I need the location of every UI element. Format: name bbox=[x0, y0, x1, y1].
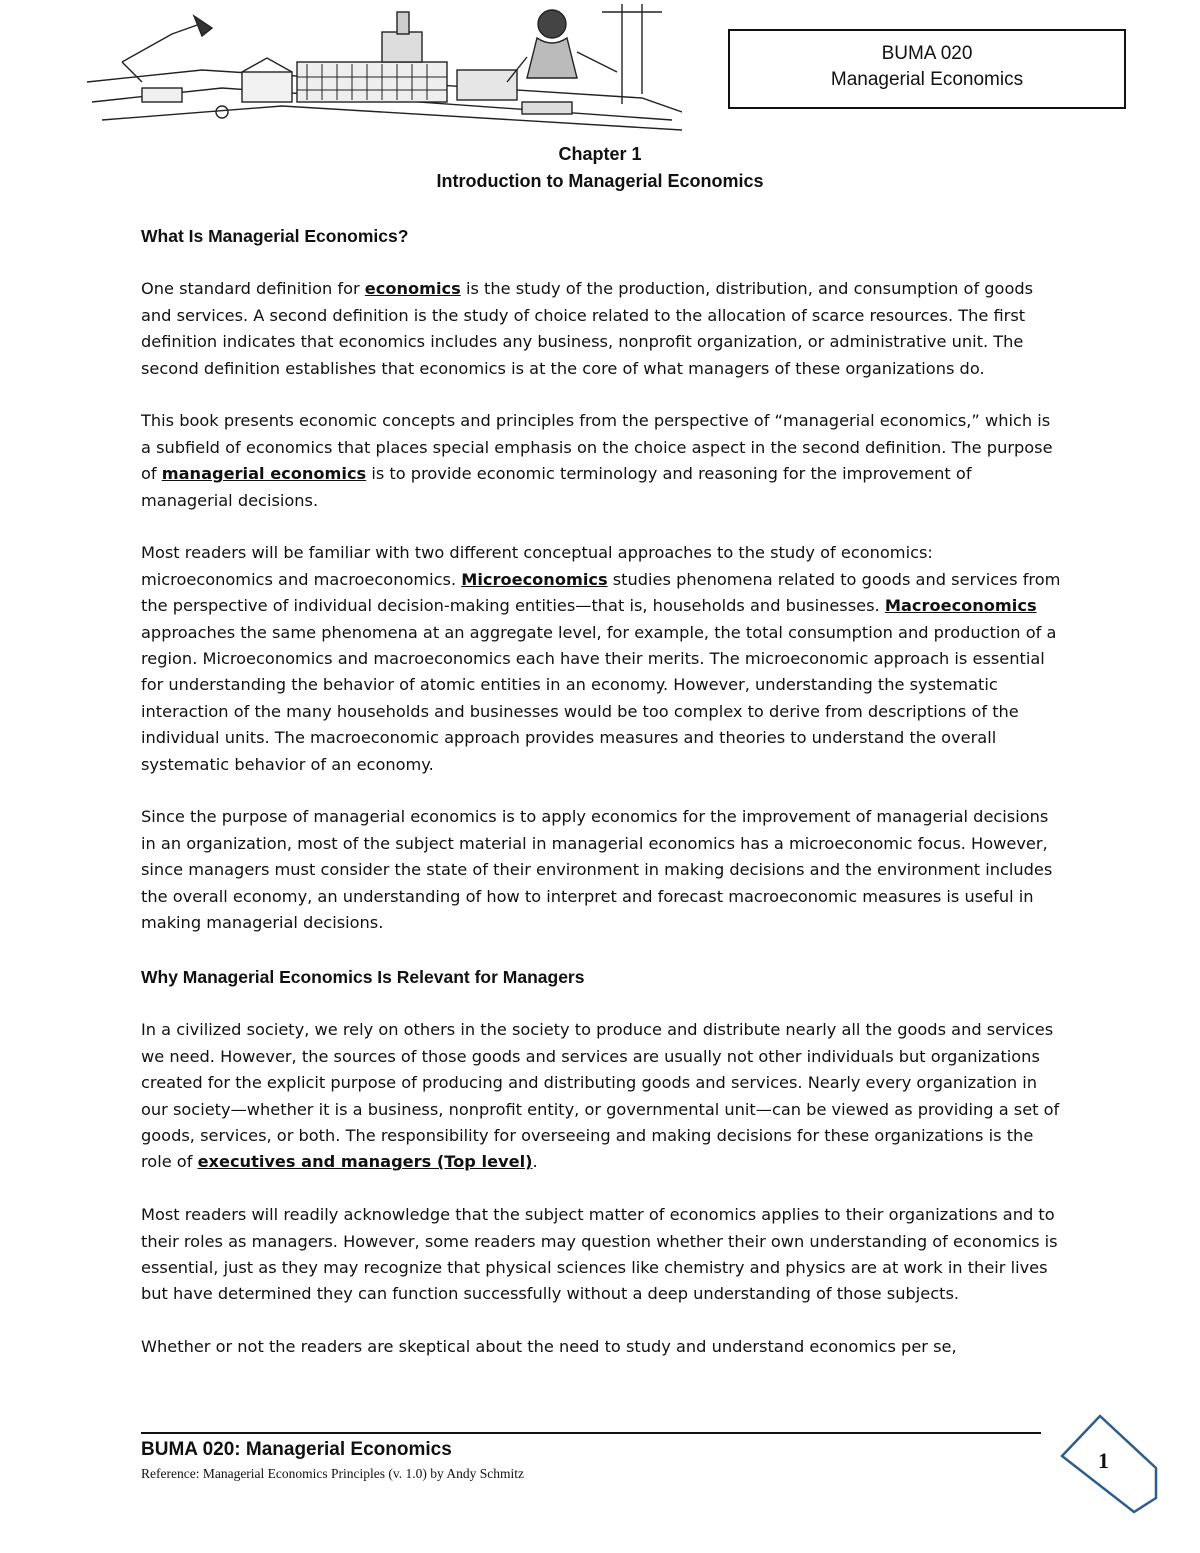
paragraph-text: approaches the same phenomena at an aggregate level, for example, the total consumption and production of a region. Microeconomics and macroeconomics each have their merits. The microeconomic approach is essential for understanding the behavior of atomic entities in an economy. However, understanding the systematic interaction of the many households and businesses would be too complex to derive from descriptions of the individual units. The macroeconomic approach provides measures and theories to understand the overall systematic behavior of an economy. bbox=[141, 622, 1057, 774]
paragraph: Whether or not the readers are skeptical about the need to study and understand economics per se, bbox=[141, 1337, 957, 1357]
paragraph bbox=[141, 540, 1061, 778]
paragraph-text: In a civilized society, we rely on others in the society to produce and distribute nearly all the goods and services we need. However, the sources of those goods and services are usually not other individuals but organizations created for the explicit purpose of producing and distributing goods and services. Nearly every organization in our society—whether it is a business, nonprofit entity, or governmental unit—can be viewed as providing a set of goods, services, or both. The responsibility for overseeing and making decisions for these organizations is the role of bbox=[141, 1020, 1060, 1172]
key-term-managerial-economics: managerial economics bbox=[161, 464, 367, 484]
page-number: 1 bbox=[1098, 1448, 1109, 1473]
course-name: Managerial Economics bbox=[830, 69, 1024, 90]
footer-reference: Reference: Managerial Economics Principles (v. 1.0) by Andy Schmitz bbox=[141, 1466, 525, 1481]
section-heading-why: Why Managerial Economics Is Relevant for Managers bbox=[141, 966, 585, 987]
key-term-macroeconomics: Macroeconomics bbox=[884, 596, 1037, 616]
chapter-title: Introduction to Managerial Economics bbox=[436, 171, 764, 191]
paragraph: Since the purpose of managerial economics is to apply economics for the improvement of managerial decisions in an organization, most of the subject material in managerial economics has a microeconomic focus. However, since managers must consider the state of their environment in making decisions and the environment includes the overall economy, an understanding of how to interpret and forecast macroeconomic measures is useful in making managerial decisions. bbox=[141, 807, 1053, 933]
course-header-box bbox=[728, 29, 1126, 109]
paragraph-text: Most readers will be familiar with two different conceptual approaches to the study of economics: microeconomics and macroeconomics. bbox=[141, 543, 933, 589]
paragraph bbox=[141, 1017, 1061, 1175]
paragraph-text: studies phenomena related to goods and services from the perspective of individual decision-making entities—that is, households and businesses. bbox=[141, 569, 1061, 616]
header-illustration bbox=[82, 2, 682, 134]
paragraph-text: is to provide economic terminology and reasoning for the improvement of managerial decisions. bbox=[141, 464, 972, 510]
paragraph: Most readers will readily acknowledge that the subject matter of economics applies to their organizations and to their roles as managers. However, some readers may question whether their own understanding of economics is essential, just as they may recognize that physical sciences like chemistry and physics are at work in their lives but have determined they can function successfully without a deep understanding of those subjects. bbox=[141, 1205, 1058, 1304]
paragraph-text: . bbox=[532, 1152, 538, 1172]
paragraph bbox=[141, 408, 1061, 514]
section-heading-what: What Is Managerial Economics? bbox=[141, 226, 409, 246]
key-term-economics: economics bbox=[364, 279, 461, 299]
paragraph bbox=[141, 276, 1061, 382]
course-code: BUMA 020 bbox=[881, 43, 973, 64]
footer-title: BUMA 020: Managerial Economics bbox=[141, 1439, 452, 1460]
paragraph-text: One standard definition for bbox=[141, 279, 365, 299]
paragraph-text: is the study of the production, distribution, and consumption of goods and services. A second definition is the study of choice related to the allocation of scarce resources. The first definition indicates that economics includes any business, nonprofit organization, or administrative unit. The second definition establishes that economics is at the core of what managers of these organizations do. bbox=[141, 279, 1034, 378]
chapter-number: Chapter 1 bbox=[558, 144, 642, 164]
key-term-executives-managers: executives and managers (Top level) bbox=[197, 1152, 533, 1172]
footer-divider bbox=[141, 1432, 1041, 1434]
page-number-badge-icon bbox=[1060, 1412, 1160, 1517]
key-term-microeconomics: Microeconomics bbox=[461, 569, 608, 589]
document-body bbox=[141, 222, 1061, 1387]
paragraph-text: This book presents economic concepts and principles from the perspective of “managerial economics,” which is a subfield of economics that places special emphasis on the choice aspect in the second definition. The purpose of bbox=[141, 411, 1053, 484]
